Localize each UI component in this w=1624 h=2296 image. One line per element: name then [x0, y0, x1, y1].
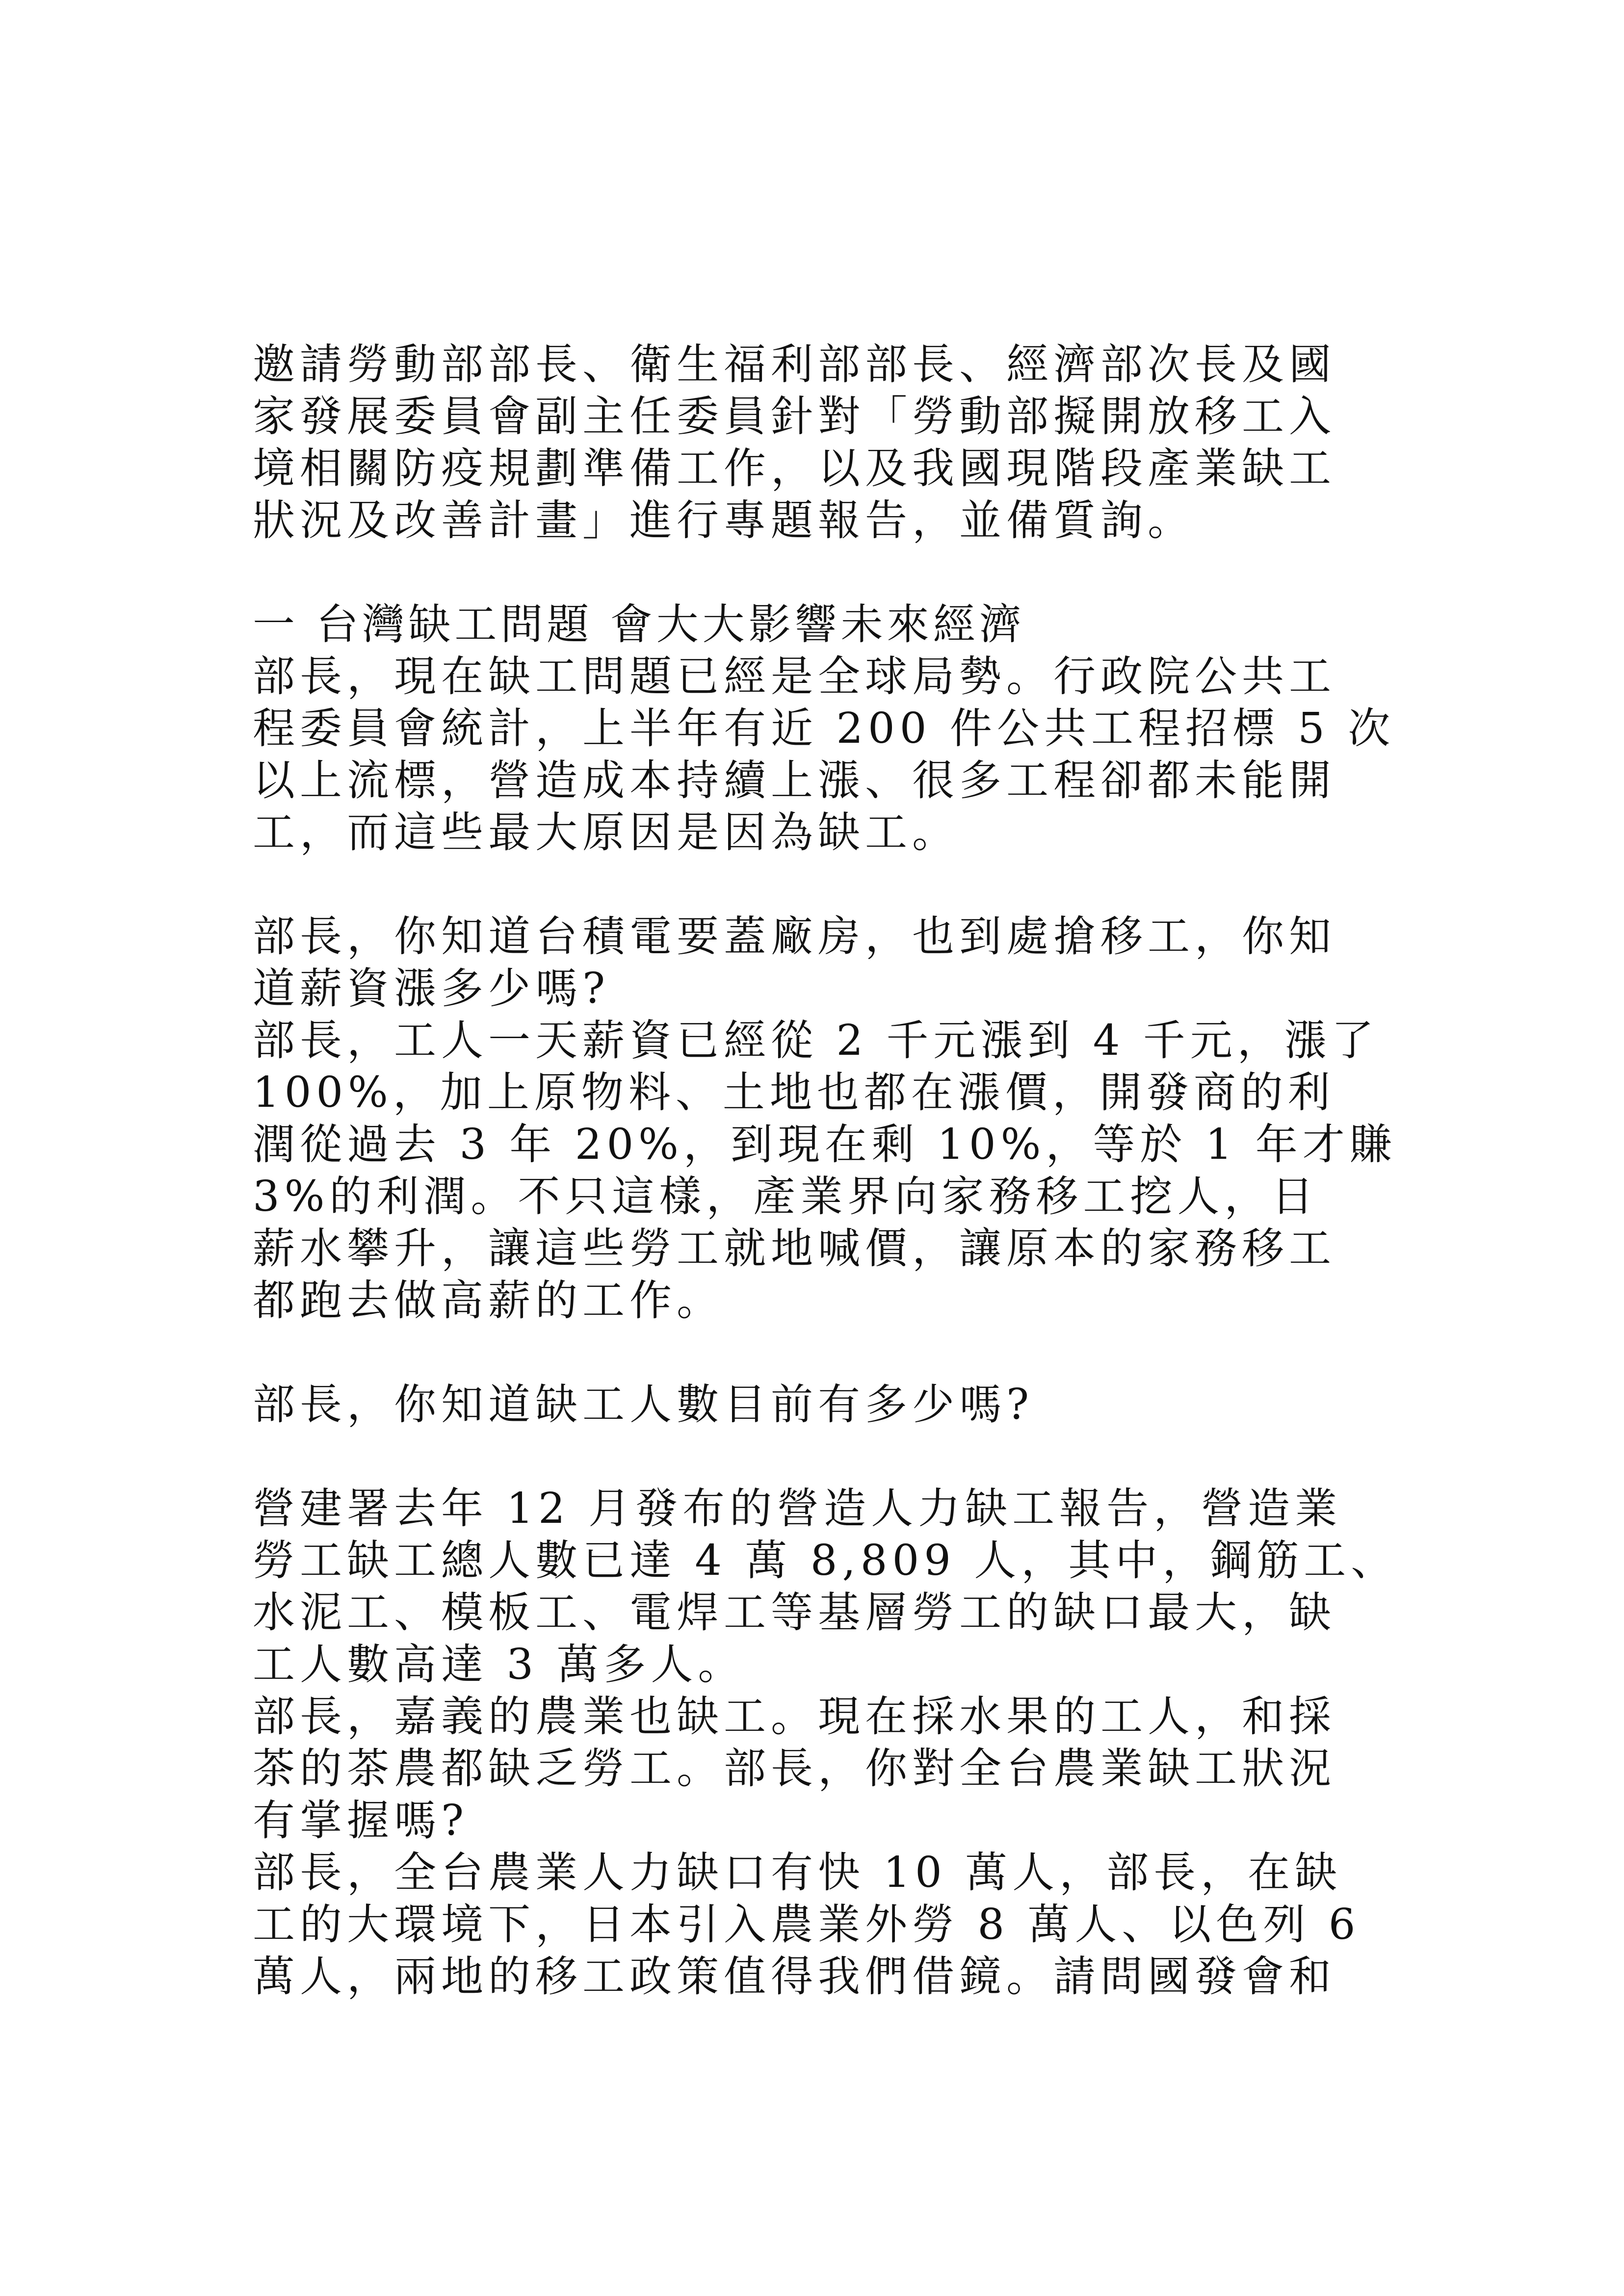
paragraph-line: 部長，嘉義的農業也缺工。現在採水果的工人，和採: [253, 1692, 1336, 1741]
paragraph-spacer: [253, 547, 1430, 599]
paragraph-line: 3%的利潤。不只這樣，產業界向家務移工挖人，日: [253, 1172, 1319, 1221]
paragraph-line: 部長，現在缺工問題已經是全球局勢。行政院公共工: [253, 652, 1336, 701]
paragraph-line: 道薪資漲多少嗎?: [253, 964, 610, 1013]
paragraph-spacer: [253, 1431, 1430, 1483]
paragraph-line: 部長，全台農業人力缺口有快 10 萬人，部長，在缺: [253, 1848, 1342, 1897]
paragraph-line: 100%，加上原物料、土地也都在漲價，開發商的利: [253, 1068, 1335, 1117]
paragraph-line: 水泥工、模板工、電焊工等基層勞工的缺口最大，缺: [253, 1588, 1336, 1637]
paragraph-line: 部長，工人一天薪資已經從 2 千元漲到 4 千元，漲了: [253, 1016, 1379, 1065]
paragraph-line: 工，而這些最大原因是因為缺工。: [253, 808, 959, 857]
section-heading: 一 台灣缺工問題 會大大影響未來經濟: [253, 600, 1025, 649]
paragraph-line: 萬人，兩地的移工政策值得我們借鏡。請問國發會和: [253, 1952, 1336, 2001]
paragraph-line: 營建署去年 12 月發布的營造人力缺工報告，營造業: [253, 1484, 1342, 1533]
intro-line: 家發展委員會副主任委員針對「勞動部擬開放移工入: [253, 392, 1336, 441]
intro-line: 狀況及改善計畫」進行專題報告，並備質詢。: [253, 496, 1195, 545]
paragraph-line: 工的大環境下，日本引入農業外勞 8 萬人、以色列 6: [253, 1900, 1361, 1949]
paragraph-line: 以上流標，營造成本持續上漲、很多工程卻都未能開: [253, 756, 1336, 805]
paragraph-line: 有掌握嗎?: [253, 1796, 469, 1845]
document-body: [253, 339, 1430, 2003]
paragraph-line: 程委員會統計，上半年有近 200 件公共工程招標 5 次: [253, 704, 1395, 753]
paragraph-line: 部長，你知道台積電要蓋廠房，也到處搶移工，你知: [253, 912, 1336, 961]
paragraph-line: 都跑去做高薪的工作。: [253, 1276, 724, 1325]
paragraph-spacer: [253, 1327, 1430, 1379]
paragraph-line: 薪水攀升，讓這些勞工就地喊價，讓原本的家務移工: [253, 1224, 1336, 1273]
paragraph-line: 工人數高達 3 萬多人。: [253, 1640, 745, 1689]
intro-line: 境相關防疫規劃準備工作，以及我國現階段產業缺工: [253, 444, 1336, 493]
paragraph-line: 勞工缺工總人數已達 4 萬 8,809 人，其中，鋼筋工、: [253, 1536, 1398, 1585]
paragraph-spacer: [253, 859, 1430, 911]
paragraph-line: 茶的茶農都缺乏勞工。部長，你對全台農業缺工狀況: [253, 1744, 1336, 1793]
paragraph-line: 部長，你知道缺工人數目前有多少嗎?: [253, 1380, 1034, 1429]
paragraph-line: 潤從過去 3 年 20%，到現在剩 10%，等於 1 年才賺: [253, 1120, 1397, 1169]
intro-line: 邀請勞動部部長、衛生福利部部長、經濟部次長及國: [253, 340, 1336, 389]
